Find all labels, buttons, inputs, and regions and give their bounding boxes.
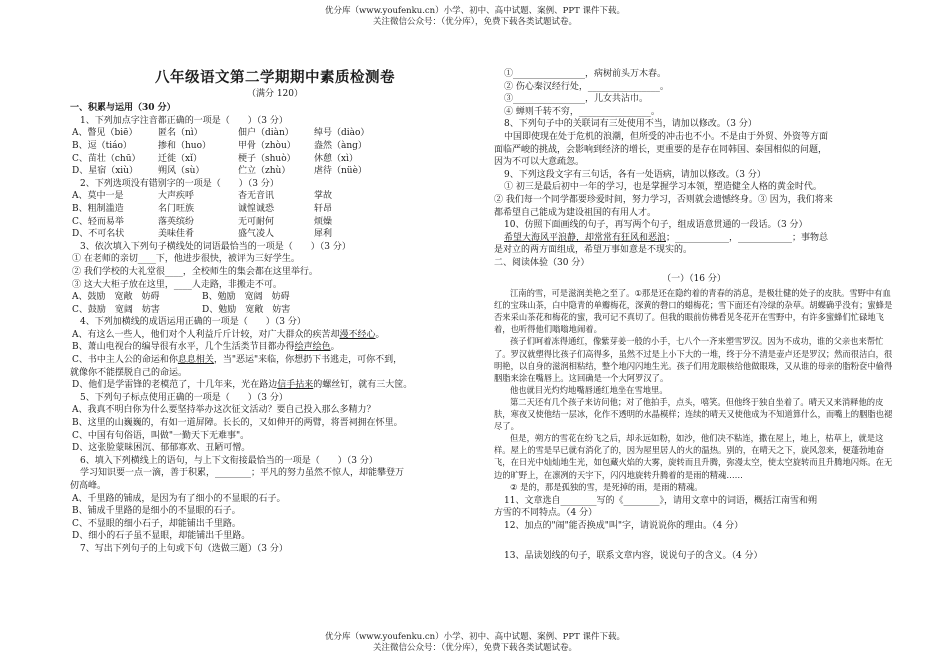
question-6: 6、填入下列横线上的语句，与上下文衔接最恰当的一项是（ ）（3 分） [80, 455, 378, 466]
q1-option-a [70, 127, 480, 140]
question-12: 12、加点的"闹"能否换成"叫"字，请说说你的理由。（4 分） [504, 520, 744, 531]
question-7: 7、写出下列句子的上句或下句（选做三题）（3 分） [80, 543, 288, 554]
footer-line-1: 优分库（www.youfenku.cn）小学、初中、高中试题、案例、PPT 课件下载。 [325, 632, 625, 642]
page-footer [0, 632, 950, 654]
q6-stem-line-2: 仞高峰。 [70, 481, 107, 491]
q9-passage-line-1: ① 初三是最后初中一年的学习，也是掌握学习本领，塑造健全人格的黄金时代。 [504, 182, 822, 193]
header-line-1: 优分库（www.youfenku.cn）小学、初中、高中试题、案例、PPT 课件下载。 [325, 6, 625, 16]
question-9: 9、下列这段文字有三句话，各有一处语病，请加以修改。（3 分） [504, 169, 766, 180]
option-cell: B、逗（tiáo） [72, 140, 132, 151]
q8-passage-line-1: 中国即使现在处于危机的浪潮，但所受的冲击也不小。不是由于外贸、外资等方面 [504, 131, 829, 142]
footer-line-2: 关注微信公众号：（优分库），免费下载各类试题试卷。 [372, 643, 577, 653]
page-header [0, 6, 950, 28]
option-cell: 无可耐何 [238, 216, 275, 227]
q3-sentence-2: ② 我们学校的大礼堂很____，全校师生的集会都在这里举行。 [72, 266, 318, 277]
q10-line-2: 是对立的两方面组成，希望万事如意是不现实的。 [494, 245, 693, 256]
option-text: ，当"恶运"来临，你想扔下书逃走，可你不到， [213, 355, 403, 366]
option-cell: 匿名（nì） [158, 128, 203, 139]
question-2: 2、下列选项没有错别字的一项是（ ）（3 分） [80, 178, 279, 189]
q10-model-sentence: 希望大海风平浪静，却常常有狂风和恶浪 [504, 232, 667, 243]
option-cell: 烦燥 [314, 216, 333, 227]
q11-line-2: 方雪的不同特点。（4 分） [494, 508, 598, 519]
section-1-heading: 一、积累与运用（30 分） [70, 103, 176, 114]
option-cell: 甲骨（zhòu） [238, 140, 296, 151]
q9-passage-line-2: ② 我们每一个同学都要珍爱时间，努力学习，否则就会遗憾终身。③ 因为，我们将来 [494, 194, 833, 205]
option-cell: 美味佳肴 [158, 229, 195, 240]
option-cell: 名门旺族 [158, 203, 195, 214]
q1-option-d [70, 165, 480, 178]
q4-option-d [70, 379, 480, 392]
q3-options-row-1 [70, 291, 480, 304]
option-cell: 伫立（zhù） [238, 166, 291, 177]
q2-option-a [70, 190, 480, 203]
right-column [494, 68, 894, 563]
q8-passage-line-2: 面临严峻的挑战，会影响到经济的增长，更重要的是存在同韩国、泰国相似的问题， [494, 144, 828, 155]
q8-passage-line-3: 因为不可以大意疏忽。 [494, 157, 585, 168]
score-note: （满分 120） [246, 88, 304, 99]
q4-option-b [70, 341, 480, 354]
option-cell: B、勉励 宽阔 妨碍 [202, 292, 290, 303]
option-cell: 佃户（diàn） [238, 128, 294, 139]
exam-title: 八年级语文第二学期期中素质检测卷 [155, 69, 395, 86]
question-13: 13、品读划线的句子，联系文章内容，说说句子的含义。（4 分） [504, 551, 763, 562]
left-column [70, 66, 480, 556]
q2-option-b [70, 203, 480, 216]
option-cell: 诚惶诚恐 [238, 203, 275, 214]
q5-option-b: B、这里的山巍巍的，有如一道屏障。长长的，又如伸开的两臂，将晋祠拥在怀里。 [72, 418, 403, 429]
q7-item-3: ③________________，儿女共沾巾。 [504, 94, 649, 105]
question-5: 5、下列句子标点使用正确的一项是（ ）（3 分） [80, 392, 288, 403]
underlined-idiom: 信手拈来 [277, 380, 314, 391]
option-cell: 杳无音讯 [238, 191, 275, 202]
passage-paragraph: 但是，朔方的雪花在纷飞之后，却永远如粉，如沙，他们决不粘连，撒在屋上，地上，枯草上，就是这样。屋上的雪是早已就有消化了的，因为屋里居人的火的温热。别的，在晴天之下，旋风忽来，便蓬勃地奋飞，在日光中灿灿地生光，如包藏火焰的大雾，旋转而且升腾，弥漫太空，使太空旋转而且升腾地闪烁。在无边的旷野上，在凛冽的天宇下，闪闪地旋转升腾着的是雨的精魂…… [494, 433, 893, 480]
q2-option-c [70, 216, 480, 229]
option-cell: 休憩（xì） [314, 153, 358, 164]
option-cell: D、勉励 宽敞 妨害 [202, 304, 291, 315]
q10-line-1 [494, 232, 894, 245]
passage-paragraph: 第二天还有几个孩子来访问他；对了他拍手，点头，嘻笑。但他终于独自坐着了。晴天又来消释他的皮肤，寒夜又使他结一层冰，化作不透明的水晶模样；连续的晴天又使他成为不知道算什么，而嘴上的胭脂也褪尽了。 [494, 396, 893, 432]
option-cell: C、轻而易举 [72, 216, 124, 227]
q4-option-c-continued: 就像你不能摆脱自己的命运。 [70, 367, 188, 378]
header-line-2: 关注微信公众号：（优分库），免费下载各类试题试卷。 [372, 17, 577, 27]
question-10: 10、仿照下面画线的句子，再写两个句子，组成语意贯通的一段话。（3 分） [504, 220, 808, 231]
q3-sentence-3: ③ 这大大柜子放在这里，____人走路，非搬走不可。 [72, 279, 282, 290]
q7-item-1: ①________________，病树前头万木春。 [504, 69, 667, 79]
reading-passage [494, 287, 894, 493]
underlined-idiom: 漫不经心 [339, 329, 376, 340]
q1-option-c [70, 153, 480, 166]
q6-option-d: D、细小的石子虽不显眼，却能铺出千里路。 [72, 531, 251, 542]
option-cell: C、苗壮（chū） [72, 153, 141, 164]
q4-option-c [70, 354, 480, 367]
option-text: B、萧山电视台的编导很有水平，几个生活类节目都办得 [72, 342, 295, 353]
option-cell: D、不可名状 [72, 229, 125, 240]
q6-option-c: C、不显眼的细小石子，却能铺出千里路。 [72, 518, 241, 529]
q9-passage-line-3: 都希望自己能成为建设祖国的有用人才。 [494, 207, 657, 218]
passage-paragraph: 孩子们呵着冻得通红，像紫芽姜一般的小手，七八个一齐来塑雪罗汉。因为不成功，谁的父亲也来帮忙了。罗汉就塑得比孩子们高得多，虽然不过是上小下大的一堆，终于分不清是壶卢还是罗汉；然而很洁白，很明艳，以自身的滋润相粘结，整个地闪闪地生光。孩子们用龙眼核给他做眼珠，又从谁的母亲的脂粉奁中偷得胭脂来涂在嘴唇上。这回确是一个大阿罗汉了。 [494, 336, 893, 383]
passage-paragraph: 他也就目光灼灼地嘴唇通红地坐在雪地里。 [510, 384, 668, 395]
option-cell: A、莫中一是 [72, 191, 124, 202]
q7-item-4: ④ 蝉则千转不穷，________________。 [504, 106, 660, 117]
option-text: 。 [375, 329, 385, 340]
option-cell: D、星宿（xiù） [72, 166, 138, 177]
option-cell: 虐待（nüè） [314, 166, 367, 177]
option-cell: 绰号（diào） [314, 128, 370, 139]
option-cell: C、鼓励 宽阔 妨害 [72, 304, 160, 315]
q1-options [70, 127, 480, 177]
q7-item-2: ② 伤心秦汉经行处，________________。 [504, 81, 669, 92]
option-cell: 大声疾呼 [158, 191, 195, 202]
option-cell: B、粗制滥造 [72, 203, 124, 214]
q6-option-a: A、千里路的铺成，是因为有了细小的不显眼的石子。 [72, 493, 286, 504]
option-text: 。 [330, 342, 340, 353]
option-cell: A、鼓励 宽敞 妨碍 [72, 292, 160, 303]
question-8: 8、下列句子中的关联词有三处使用不当，请加以修改。（3 分） [504, 119, 757, 130]
option-cell: 迁徙（xǐ） [158, 153, 202, 164]
option-cell: 掌故 [314, 191, 333, 202]
question-11: 11、文章选自________写的《________》，请用文章中的词语，概括江南雪和朔 [504, 495, 817, 506]
underlined-idiom: 息息相关 [177, 355, 214, 366]
section-2-heading: 二、阅读体验（30 分） [494, 257, 590, 268]
option-cell: 犀利 [314, 229, 333, 240]
option-text: 的螺丝钉，就有三大筐。 [313, 380, 413, 391]
option-cell: 朔风（sù） [158, 166, 205, 177]
passage-paragraph: ② 是的，那是孤独的雪，是死掉的雨，是雨的精魂。 [510, 481, 703, 492]
option-cell: A、瞥见（biē） [72, 128, 138, 139]
q10-blanks: ；____________，____________；事物总 [666, 232, 829, 243]
q6-stem-line-1: 学习知识要一点一滴，善于积累，________；平凡的努力虽然不惊人，却能攀登万 [80, 468, 405, 479]
question-4: 4、下列加横线的成语运用正确的一项是（ ）（3 分） [80, 317, 306, 328]
q3-options-row-2 [70, 304, 480, 317]
option-cell: 盛气凌人 [238, 229, 275, 240]
option-text: D、他们是学雷锋的老模范了，十几年来，光在路边 [72, 380, 278, 391]
q1-option-b [70, 140, 480, 153]
q2-options [70, 190, 480, 240]
question-3: 3、依次填入下列句子横线处的词语最恰当的一项是（ ）（3 分） [80, 241, 351, 252]
q2-option-d [70, 228, 480, 241]
option-cell: 梗子（shuò） [238, 153, 296, 164]
option-cell: 盎然（àng） [314, 140, 367, 151]
question-1: 1、下列加点字注音都正确的一项是（ ）（3 分） [80, 115, 288, 126]
q3-sentence-1: ① 在老师的亲切____下，他进步很快，被评为三好学生。 [72, 254, 300, 265]
q5-option-c: C、中国有句俗语，叫做"一勤天下无难事"。 [72, 430, 250, 441]
q5-option-d: D、这张脸蒙昧困沉、郁郁寡欢、丑陋可憎。 [72, 443, 251, 454]
q6-option-b: B、铺成千里路的是细小的不显眼的石子。 [72, 506, 241, 517]
reading-part-1-heading: （一）（16 分） [662, 273, 726, 284]
q5-option-a: A、我真不明白你为什么要坚持举办这次征文活动？要自己投入那么多精力？ [72, 405, 376, 416]
option-text: C、书中主人公的命运和你 [72, 355, 178, 366]
passage-paragraph: 江南的雪，可是滋润美艳之至了。①那是还在隐约着的青春的消息，是极壮健的处子的皮肤。雪野中有血红的宝珠山茶，白中隐青的单瓣梅花，深黄的磬口的蜡梅花；雪下面还有冷绿的杂草。胡蝶确乎没有；蜜蜂是否来采山茶花和梅花的蜜，我可记不真切了。但我的眼前仿佛看见冬花开在雪野中，有许多蜜蜂们忙碌地飞着，也听得他们嗡嗡地闹着。 [494, 288, 893, 335]
q4-option-a [70, 329, 480, 342]
underlined-idiom: 绘声绘色 [294, 342, 331, 353]
option-cell: 轩昂 [314, 203, 333, 214]
option-cell: 落英缤纷 [158, 216, 195, 227]
option-text: A、有这么一些人，他们对个人利益斤斤计较，对广大群众的疾苦却 [72, 329, 340, 340]
option-cell: 掺和（huo） [158, 140, 212, 151]
